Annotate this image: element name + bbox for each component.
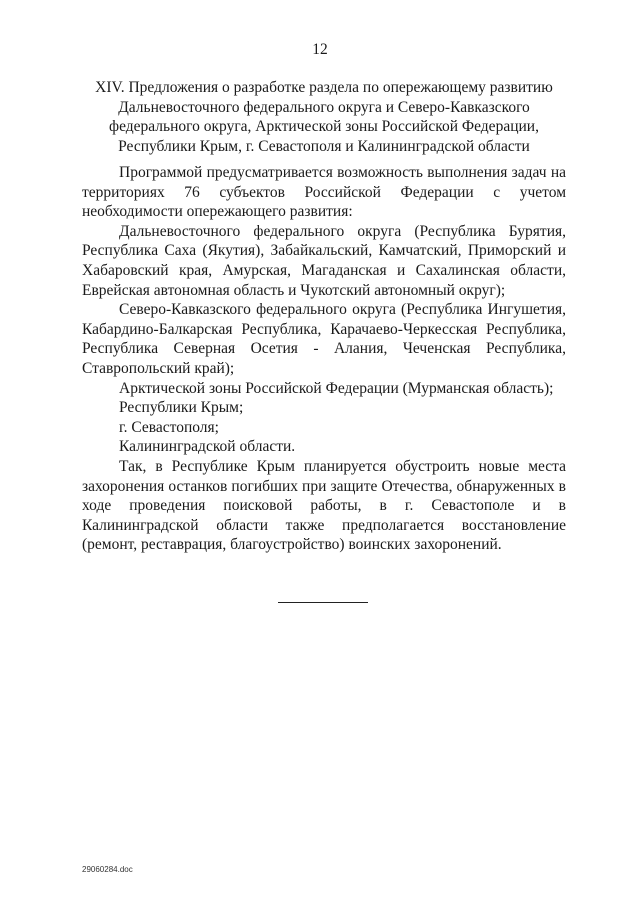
heading-line: Республики Крым, г. Севастополя и Калининградской области <box>118 137 530 155</box>
paragraph-crimea: Республики Крым; <box>119 399 244 417</box>
paragraph-arctic: Арктической зоны Российской Федерации (Мурманская область); <box>119 379 554 397</box>
section-heading <box>82 78 566 156</box>
page-number: 12 <box>312 41 328 58</box>
paragraph-kaliningrad: Калининградской области. <box>119 438 296 456</box>
heading-line: XIV. Предложения о разработке раздела по опережающему развитию <box>95 79 553 96</box>
heading-line: Дальневосточного федерального округа и Северо-Кавказского <box>118 98 530 116</box>
body-text <box>82 163 566 555</box>
paragraph-intro: Программой предусматривается возможность выполнения задач на территориях 76 субъектов Российской Федерации с учетом необходимости опережающего развития: <box>82 164 566 221</box>
paragraph-far-east: Дальневосточного федерального округа (Республика Бурятия, Республика Саха (Якутия), Забайкальский, Камчатский, Приморский и Хабаровский края, Амурская, Магаданская и Сахалинская области, Еврейская автономная область и Чукотский автономный округ); <box>82 222 566 299</box>
end-separator-line <box>278 602 368 603</box>
paragraph-burials: Так, в Республике Крым планируется обустроить новые места захоронения останков погибших при защите Отечества, обнаруженных в ходе проведения поисковой работы, в г. Севастополе и в Калининградской области также предполагается восстановление (ремонт, реставрация, благоустройство) воинских захоронений. <box>82 457 566 554</box>
paragraph-sevastopol: г. Севастополя; <box>119 418 219 436</box>
document-file-code: 29060284.doc <box>82 865 133 874</box>
heading-line: федерального округа, Арктической зоны Российской Федерации, <box>109 118 539 135</box>
paragraph-north-caucasus: Северо-Кавказского федерального округа (Республика Ингушетия, Кабардино-Балкарская Республика, Карачаево-Черкесская Республика, Республика Северная Осетия - Алания, Чеченская Республика, Ставропольский край); <box>82 301 566 377</box>
